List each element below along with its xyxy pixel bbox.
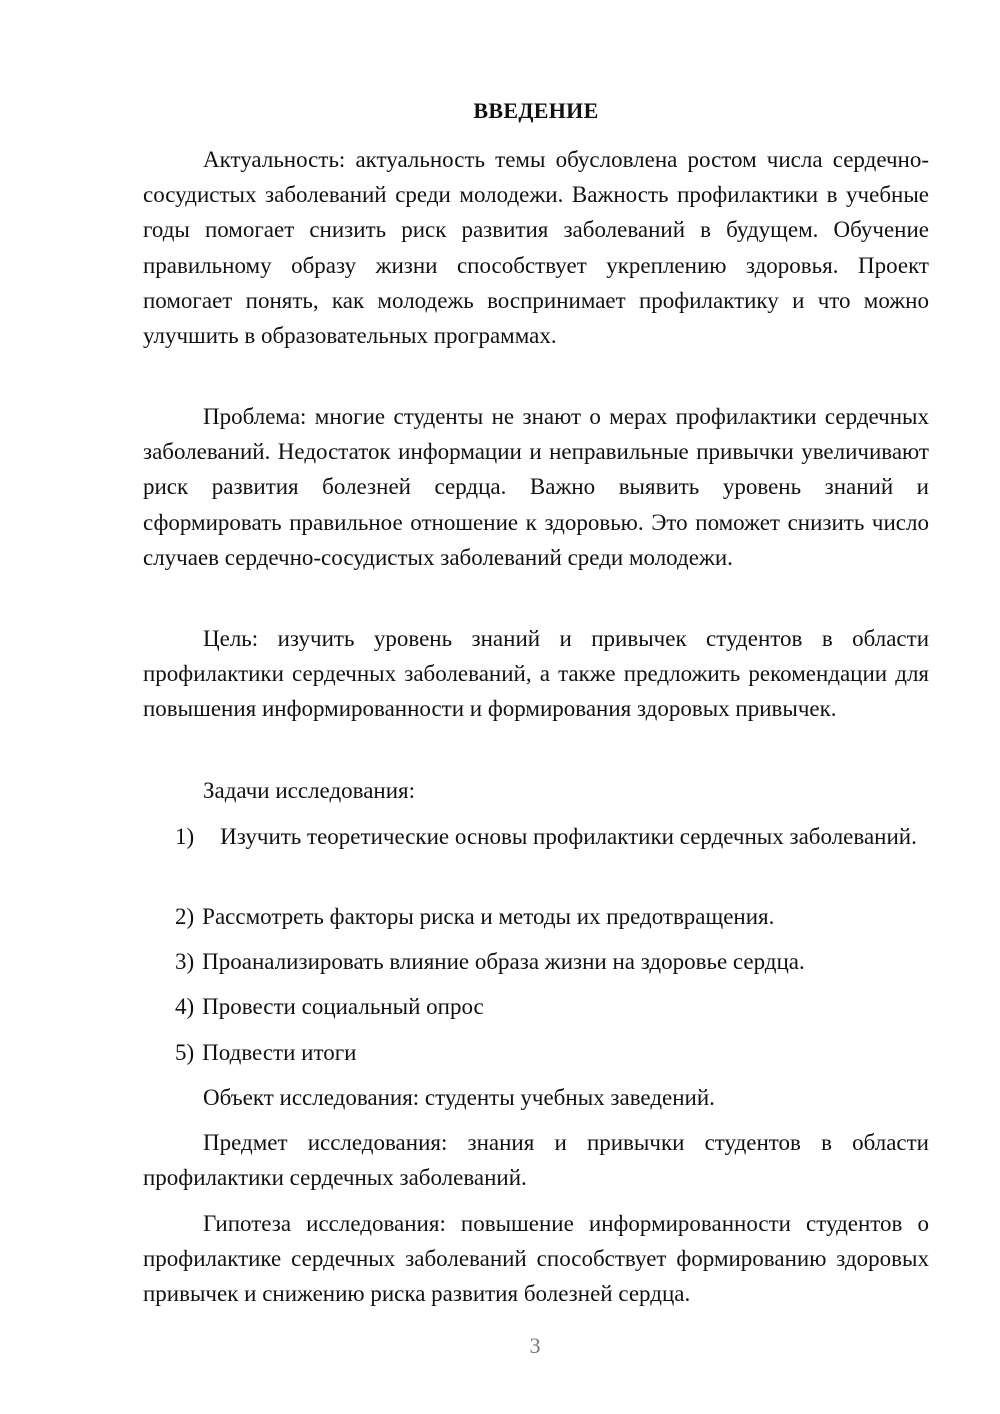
list-item-text: Подвести итоги <box>202 1040 357 1065</box>
paragraph-goal: Цель: изучить уровень знаний и привычек студентов в области профилактики сердечных заболеваний, а также предложить рекомендации для повышения информированности и формирования здоровых привычек. <box>143 626 929 722</box>
list-item-text: Изучить теоретические основы профилактики сердечных заболеваний. <box>220 824 917 849</box>
tasks-heading: Задачи исследования: <box>203 778 416 803</box>
page-number: 3 <box>529 1333 541 1358</box>
list-item-number: 1) <box>175 824 195 849</box>
list-item-text: Рассмотреть факторы риска и методы их предотвращения. <box>202 904 775 929</box>
paragraph-subject: Предмет исследования: знания и привычки студентов в области профилактики сердечных заболеваний. <box>143 1130 929 1191</box>
list-item <box>143 899 929 934</box>
list-item <box>143 1035 929 1070</box>
list-item-text: Провести социальный опрос <box>202 994 484 1019</box>
paragraph-relevance: Актуальность: актуальность темы обусловлена ростом числа сердечно-сосудистых заболеваний среди молодежи. Важность профилактики в учебные годы помогает снизить риск развития заболеваний в будущем. Обучение правильному образу жизни способствует укреплению здоровья. Проект помогает понять, как молодежь воспринимает профилактику и что можно улучшить в образовательных программах. <box>143 147 929 349</box>
list-item-text: Проанализировать влияние образа жизни на здоровье сердца. <box>202 949 805 974</box>
paragraph-hypothesis: Гипотеза исследования: повышение информированности студентов о профилактике сердечных заболеваний способствует формированию здоровых привычек и снижению риска развития болезней сердца. <box>143 1211 929 1307</box>
page-title: ВВЕДЕНИЕ <box>473 98 599 123</box>
list-item <box>143 944 929 979</box>
list-item <box>143 989 929 1024</box>
list-item-number: 4) <box>175 994 195 1019</box>
list-item-number: 5) <box>175 1040 195 1065</box>
paragraph-problem: Проблема: многие студенты не знают о мерах профилактики сердечных заболеваний. Недостаток информации и неправильные привычки увеличивают риск развития болезней сердца. Важно выявить уровень знаний и сформировать правильное отношение к здоровью. Это поможет снизить число случаев сердечно-сосудистых заболеваний среди молодежи. <box>143 404 929 570</box>
list-item <box>143 819 929 854</box>
list-item-number: 2) <box>175 904 195 929</box>
list-item-number: 3) <box>175 949 195 974</box>
paragraph-object: Объект исследования: студенты учебных заведений. <box>203 1085 715 1110</box>
